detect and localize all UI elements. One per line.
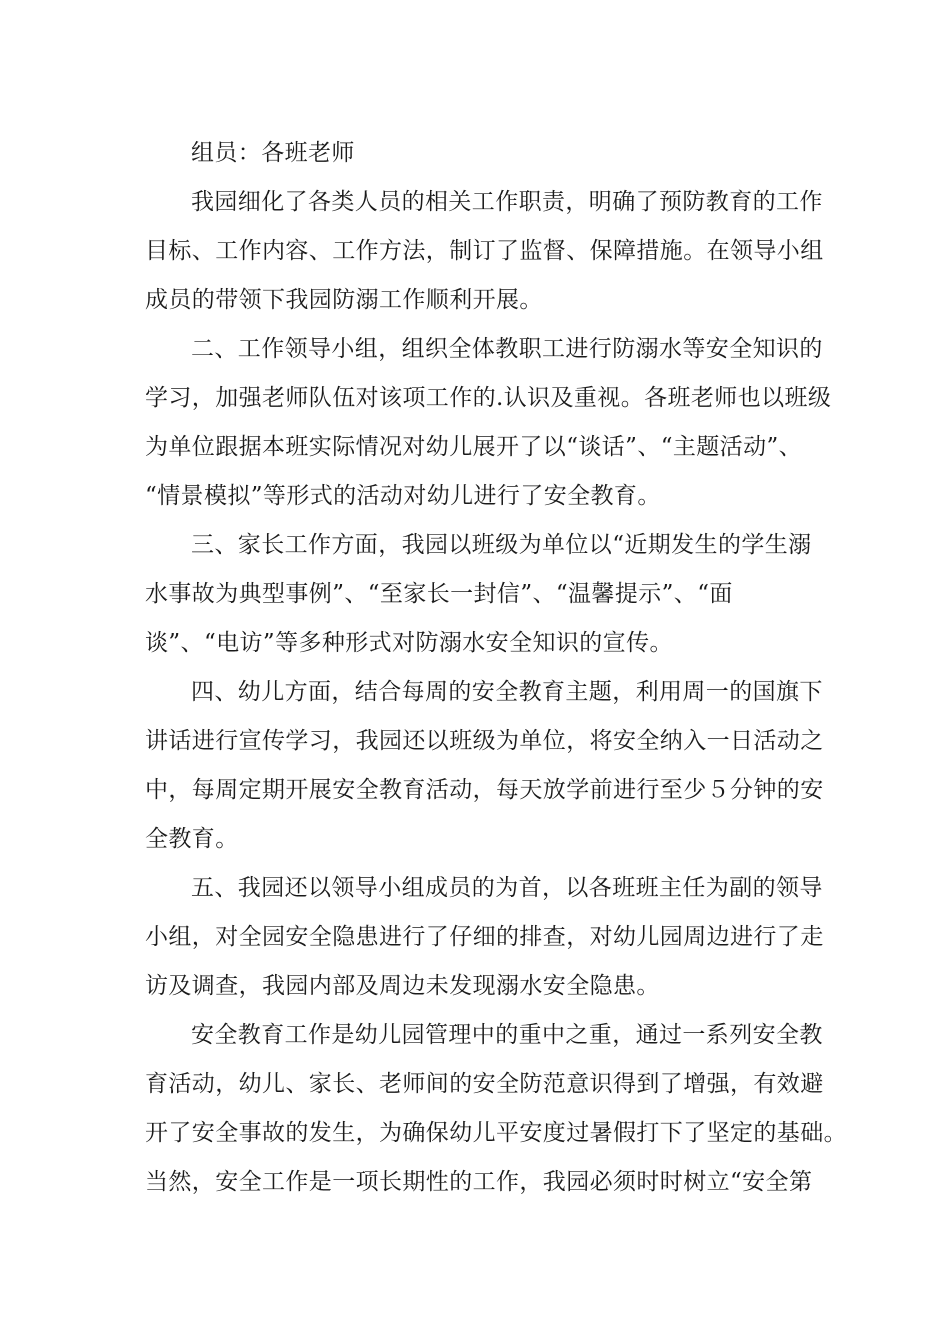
text-line: 四、幼儿方面，结合每周的安全教育主题，利用周一的国旗下 [191,679,823,705]
text-line: 水事故为典型事例”、“至家长一封信”、“温馨提示”、“面 [145,581,733,607]
text-line: “情景模拟”等形式的活动对幼儿进行了安全教育。 [145,483,661,509]
text-line: 谈”、“电访”等多种形式对防溺水安全知识的宣传。 [145,630,673,656]
paragraph-item-3 [145,521,810,668]
text-line: 讲话进行宣传学习，我园还以班级为单位，将安全纳入一日活动之 [145,728,824,754]
text-line: 育活动，幼儿、家长、老师间的安全防范意识得到了增强，有效避 [145,1071,824,1097]
text-line: 我园细化了各类人员的相关工作职责，明确了预防教育的工作 [191,189,823,215]
paragraph-item-2 [145,325,832,521]
document-body [145,129,847,1207]
paragraph-item-5 [145,864,824,1011]
text-line: 开了安全事故的发生，为确保幼儿平安度过暑假打下了坚定的基础。 [145,1120,847,1146]
text-line: 成员的带领下我园防溺工作顺利开展。 [145,287,543,313]
text-line: 目标、工作内容、工作方法，制订了监督、保障措施。在领导小组 [145,238,824,264]
paragraph-members [145,129,810,178]
paragraph-responsibilities [145,178,824,325]
text-line: 五、我园还以领导小组成员的为首，以各班班主任为副的领导 [191,875,823,901]
text-line: 组员：各班老师 [191,140,355,166]
paragraph-item-4 [145,668,824,864]
text-line: 当然，安全工作是一项长期性的工作，我园必须时时树立“安全第 [145,1169,813,1195]
text-line: 三、家长工作方面，我园以班级为单位以“近期发生的学生溺 [191,532,812,558]
text-line: 学习，加强老师队伍对该项工作的.认识及重视。各班老师也以班级 [145,385,832,411]
text-line: 小组，对全园安全隐患进行了仔细的排查，对幼儿园周边进行了走 [145,924,824,950]
text-line: 中，每周定期开展安全教育活动，每天放学前进行至少５分钟的安 [145,777,824,803]
text-line: 访及调查，我园内部及周边未发现溺水安全隐患。 [145,973,660,999]
text-line: 为单位跟据本班实际情况对幼儿展开了以“谈话”、“主题活动”、 [145,434,803,460]
paragraph-conclusion [145,1011,847,1207]
text-line: 安全教育工作是幼儿园管理中的重中之重，通过一系列安全教 [191,1022,823,1048]
text-line: 全教育。 [145,826,239,852]
text-line: 二、工作领导小组，组织全体教职工进行防溺水等安全知识的 [191,336,823,362]
